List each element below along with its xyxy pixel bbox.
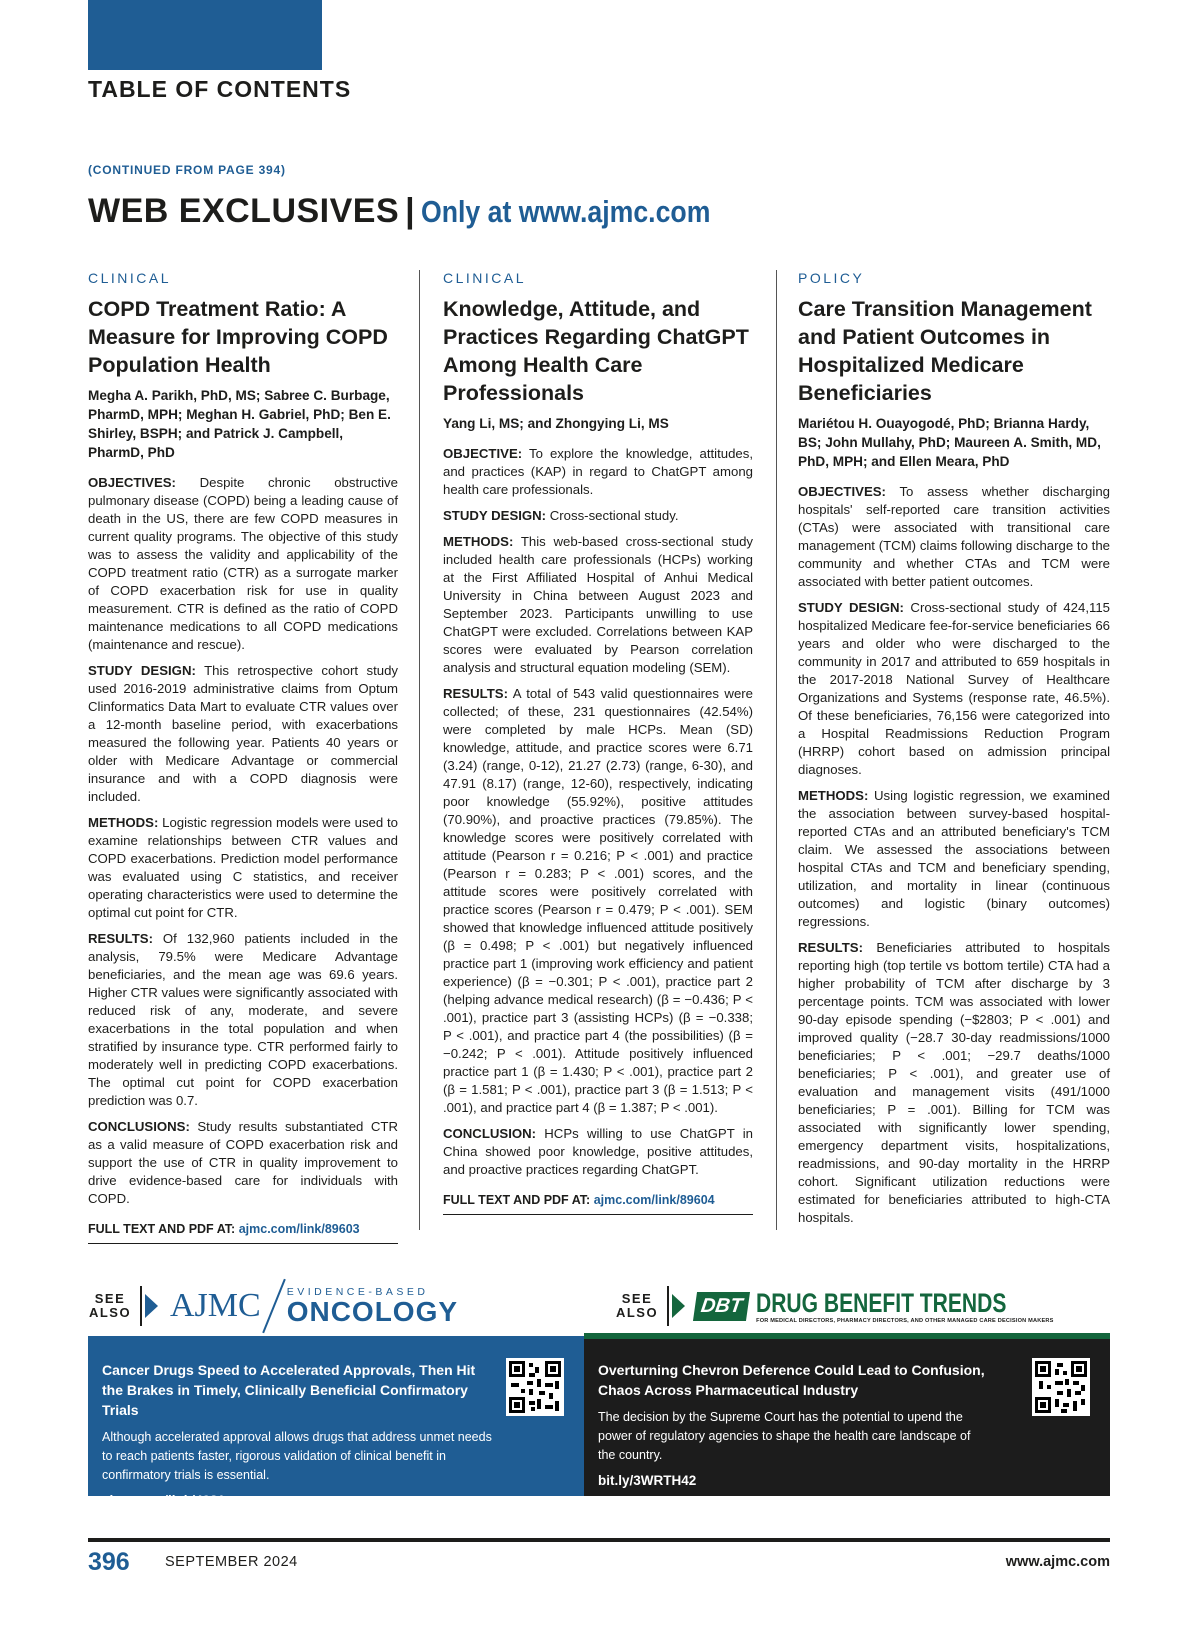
- footer-rule: [88, 1538, 1110, 1542]
- abstract-conclusion: CONCLUSION: HCPs willing to use ChatGPT in China showed poor knowledge, positive attitudes, and proactive practices regarding ChatGPT.: [443, 1126, 753, 1177]
- promo-title[interactable]: Cancer Drugs Speed to Accelerated Approvals, Then Hit the Brakes in Timely, Clinically Beneficial Confirmatory Trials: [102, 1362, 476, 1418]
- article-title[interactable]: Knowledge, Attitude, and Practices Regarding ChatGPT Among Health Care Professionals: [443, 297, 749, 405]
- header-color-block: [88, 0, 322, 70]
- see-also-label: SEE ALSO: [615, 1291, 659, 1320]
- footer-url[interactable]: www.ajmc.com: [1005, 1554, 1110, 1570]
- promo-box-dbt: [584, 1336, 1110, 1496]
- abstract-methods: METHODS: Logistic regression models were used to examine relationships between CTR values and COPD exacerbations. Prediction model performance was evaluated using C statistics, and receiver operating characteristics were used to determine the optimal cut point for CTR.: [88, 815, 398, 920]
- title-separator: |: [405, 192, 415, 230]
- promo-body: The decision by the Supreme Court has the potential to upend the power of regulatory agencies to shape the health care landscape of the country.: [598, 1410, 971, 1462]
- section-subtitle[interactable]: Only at www.ajmc.com: [420, 194, 711, 229]
- article-authors: Mariétou H. Ouayogodé, PhD; Brianna Hardy, BS; John Mullahy, PhD; Maureen A. Smith, MD, PhD, MPH; and Ellen Meara, PhD: [798, 416, 1101, 469]
- article-authors: Yang Li, MS; and Zhongying Li, MS: [443, 416, 669, 431]
- column-divider: [419, 270, 420, 1230]
- qr-code-icon[interactable]: [1032, 1358, 1090, 1416]
- article-authors: Megha A. Parikh, PhD, MS; Sabree C. Burbage, PharmD, MPH; Meghan H. Gabriel, PhD; Ben E. Shirley, BSPH; and Patrick J. Campbell, PharmD, PhD: [88, 388, 391, 460]
- page-number: 396: [88, 1548, 130, 1576]
- article-category: CLINICAL: [443, 270, 527, 286]
- qr-code-icon[interactable]: [506, 1358, 564, 1416]
- promo-link[interactable]: bit.ly/3WRTH42: [598, 1473, 697, 1488]
- see-also-label: SEE ALSO: [88, 1291, 132, 1320]
- abstract-objectives: OBJECTIVES: Despite chronic obstructive pulmonary disease (COPD) being a leading cause of death in the US, there are few COPD measures in current quality programs. The objective of this study was to assess the validity and applicability of the COPD treatment ratio (CTR) as a surrogate marker of COPD exacerbation risk for use in quality measurement. CTR is defined as the ratio of COPD maintenance medications to all COPD medications (maintenance and rescue).: [88, 475, 398, 652]
- abstract-study-design: STUDY DESIGN: Cross-sectional study.: [443, 508, 679, 523]
- abstract-objective: OBJECTIVE: To explore the knowledge, attitudes, and practices (KAP) in regard to ChatGPT among health care professionals.: [443, 446, 753, 497]
- arrow-icon: [672, 1294, 685, 1318]
- article-care-transition: [798, 270, 1110, 1235]
- promo-body: Although accelerated approval allows drugs that address unmet needs to reach patients faster, rigorous validation of clinical benefit in confirmatory trials is essential.: [102, 1430, 492, 1482]
- continued-label: (CONTINUED FROM PAGE 394): [88, 163, 286, 177]
- see-also-ebo: [88, 1284, 458, 1328]
- article-copd: [88, 270, 398, 1244]
- dbt-logo: DRUG BENEFIT TRENDS FOR MEDICAL DIRECTORS, PHARMACY DIRECTORS, AND OTHER MANAGED CARE DECISION MAKERS: [756, 1288, 1054, 1324]
- article-title[interactable]: COPD Treatment Ratio: A Measure for Improving COPD Population Health: [88, 297, 388, 377]
- promo-accent-bar: [584, 1333, 1110, 1339]
- table-of-contents-heading: TABLE OF CONTENTS: [88, 76, 352, 102]
- promo-title[interactable]: Overturning Chevron Deference Could Lead to Confusion, Chaos Across Pharmaceutical Industry: [598, 1362, 985, 1398]
- divider: [140, 1286, 142, 1326]
- abstract-results: RESULTS: Of 132,960 patients included in the analysis, 79.5% were Medicare Advantage beneficiaries, and the mean age was 69.6 years. Higher CTR values were significantly associated with reduced risk of any, moderate, and severe exacerbations in the total population and when stratified by insurance type. CTR performed fairly to moderately well in predicting COPD exacerbations. The optimal cut point for COPD exacerbation prediction was 0.7.: [88, 931, 398, 1108]
- abstract-conclusions: CONCLUSIONS: Study results substantiated CTR as a valid measure of COPD exacerbation risk and support the use of CTR in quality improvement to drive evidence-based care for individuals with COPD.: [88, 1119, 398, 1206]
- column-divider: [776, 270, 777, 1230]
- issue-date: SEPTEMBER 2024: [165, 1554, 298, 1570]
- arrow-icon: [145, 1294, 158, 1318]
- dbt-logo-badge: DBT: [693, 1292, 750, 1321]
- abstract-methods: METHODS: Using logistic regression, we examined the association between survey-based hospital-reported CTAs and an attributed beneficiary's TCM claim. We assessed the associations between hospital CTAs and TCM and beneficiary spending, utilization, and mortality in linear (continuous outcomes) and logistic (binary outcomes) regressions.: [798, 788, 1110, 929]
- abstract-results: RESULTS: A total of 543 valid questionnaires were collected; of these, 231 questionnaires (42.54%) were completed by male HCPs. Mean (SD) knowledge, attitude, and practice scores were 6.71 (3.24) (range, 0-12), 21.27 (2.73) (range, 6-30), and 47.91 (8.17) (range, 12-60), respectively, indicating poor knowledge (55.92%), positive attitudes (70.90%), and proactive practices (79.85%). The knowledge scores were positively correlated with attitude (Pearson r = 0.216; P < .001) and practice (Pearson r = 0.283; P < .001) scores, and the attitude scores were positively correlated with practice scores (Pearson r = 0.479; P < .001). SEM showed that knowledge influenced attitude positively (β = 0.498; P < .001) but negatively influenced practice part 1 (improving work efficiency and patient experience) (β = −0.301; P < .001), practice part 2 (helping advance medical research) (β = −0.436; P < .001), practice part 3 (assisting HCPs) (β = −0.338; P < .001), and practice part 4 (the possibilities) (β = −0.242; P < .001). Attitude positively influenced practice part 1 (β = 1.430; P < .001), practice part 2 (β = 1.581; P < .001), practice part 3 (β = 1.513; P < .001), and practice part 4 (β = 1.387; P < .001).: [443, 686, 754, 1115]
- ajmc-logo: AJMC: [170, 1287, 261, 1324]
- article-category: POLICY: [798, 270, 865, 286]
- abstract-results: RESULTS: Beneficiaries attributed to hospitals reporting high (top tertile vs bottom tertile) CTA had a higher probability of TCM after discharge by 3 percentage points. TCM was associated with lower 90-day episode spending (−$2803; P < .001) and improved quality (−28.7 30-day readmissions/1000 beneficiaries; P < .001; −29.7 deaths/1000 beneficiaries; P < .001), and greater use of evaluation and management visits (491/1000 beneficiaries; P = .001). Billing for TCM was associated with significantly lower spending, emergency department visits, hospitalizations, readmissions, and 90-day mortality in the HRRP cohort. Significant utilization reductions were estimated for beneficiaries attributed to high-CTA hospitals.: [798, 940, 1110, 1225]
- fulltext-link[interactable]: ajmc.com/link/89604: [593, 1193, 715, 1207]
- fulltext-line: FULL TEXT AND PDF AT: ajmc.com/link/89603: [88, 1222, 398, 1244]
- promo-box-ebo: [88, 1336, 584, 1508]
- abstract-methods: METHODS: This web-based cross-sectional study included health care professionals (HCPs) working at the First Affiliated Hospital of Anhui Medical University in China between August 2023 and September 2023. Participants unwilling to use ChatGPT were excluded. Correlations between KAP scores were evaluated by Pearson correlation analysis and structural equation modeling (SEM).: [443, 534, 753, 675]
- fulltext-link[interactable]: ajmc.com/link/89603: [238, 1222, 360, 1236]
- see-also-dbt: [615, 1284, 1077, 1328]
- article-title[interactable]: Care Transition Management and Patient Outcomes in Hospitalized Medicare Beneficiaries: [798, 297, 1092, 405]
- logo-slash: [262, 1279, 286, 1334]
- article-chatgpt: [443, 270, 753, 1215]
- abstract-study-design: STUDY DESIGN: Cross-sectional study of 424,115 hospitalized Medicare fee-for-service beneficiaries 66 years and older who were discharged to the community in 2017 and attributed to 659 hospitals in the 2017-2018 National Survey of Healthcare Organizations and Systems (response rate, 46.5%). Of these beneficiaries, 76,156 were categorized into a Hospital Readmissions Reduction Program (HRRP) cohort based on admission principal diagnoses.: [798, 600, 1111, 777]
- section-header: [88, 192, 757, 231]
- ebo-logo: EVIDENCE-BASED ONCOLOGY: [286, 1286, 459, 1327]
- article-category: CLINICAL: [88, 270, 172, 286]
- promo-link[interactable]: ajmc.com/link/4981: [102, 1493, 226, 1508]
- section-title: WEB EXCLUSIVES: [88, 192, 400, 230]
- divider: [667, 1286, 669, 1326]
- fulltext-line: FULL TEXT AND PDF AT: ajmc.com/link/89604: [443, 1193, 753, 1215]
- abstract-objectives: OBJECTIVES: To assess whether discharging hospitals' self-reported care transition activities (CTAs) were associated with transitional care management (TCM) claims following discharge to the community and whether CTAs and TCM were associated with better patient outcomes.: [798, 484, 1110, 589]
- abstract-study-design: STUDY DESIGN: This retrospective cohort study used 2016-2019 administrative claims from Optum Clinformatics Data Mart to evaluate CTR values over a 12-month baseline period, with exacerbations measured the following year. Patients 40 years or older with Medicare Advantage or commercial insurance and with a COPD diagnosis were included.: [88, 663, 398, 804]
